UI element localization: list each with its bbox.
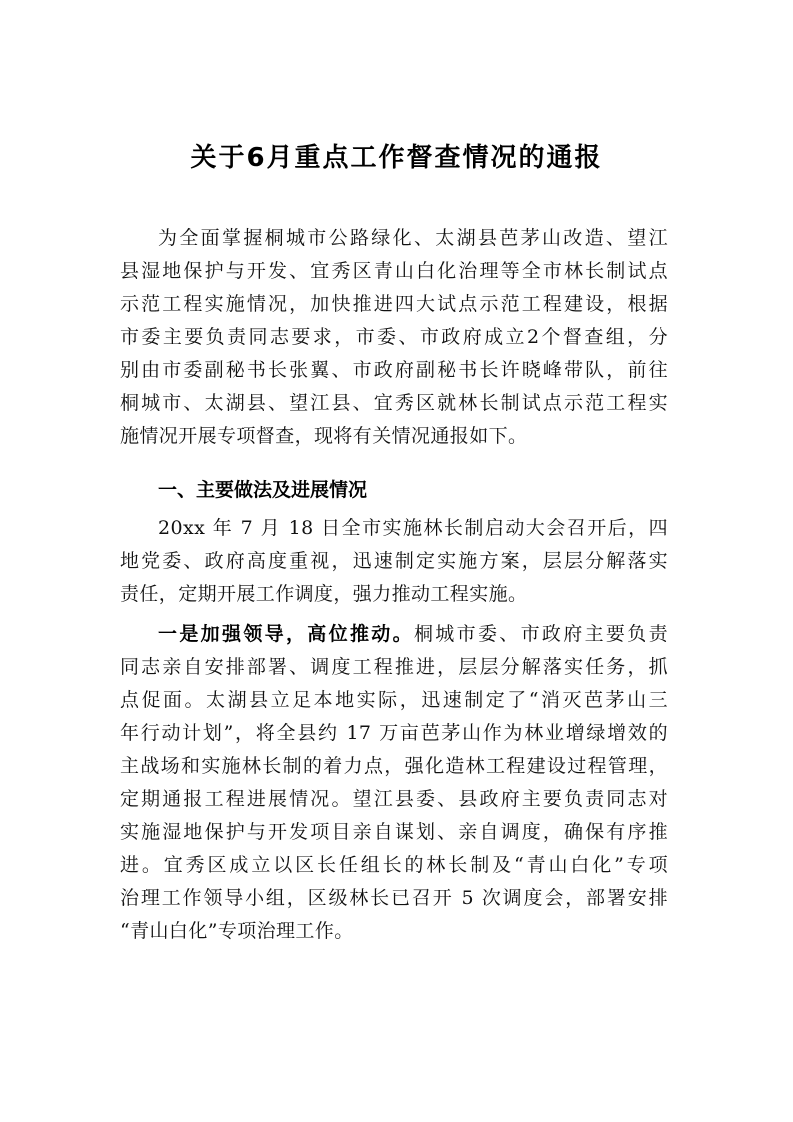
- document-title: 关于6月重点工作督查情况的通报: [190, 143, 603, 173]
- section-line: 20xx 年 7 月 18 日全市实施林长制启动大会召开后，四: [158, 517, 668, 539]
- section-heading: 一、主要做法及进展情况: [158, 479, 368, 501]
- intro-line: 县湿地保护与开发、宜秀区青山白化治理等全市林长制试点: [120, 260, 668, 282]
- point-line: 主战场和实施林长制的着力点，强化造林工程建设过程管理，: [120, 755, 668, 777]
- point-lead-bold: 一是加强领导，高位推动。: [158, 623, 414, 645]
- intro-line: 别由市委副秘书长张翼、市政府副秘书长许晓峰带队，前往: [120, 359, 668, 381]
- point-line: 点促面。太湖县立足本地实际，迅速制定了“消灭芭茅山三: [120, 689, 668, 711]
- point-first-line: [158, 618, 668, 651]
- point-line: 治理工作领导小组，区级林长已召开 5 次调度会，部署安排: [120, 887, 668, 909]
- section-line: 责任，定期开展工作调度，强力推动工程实施。: [120, 583, 528, 605]
- point-line: 实施湿地保护与开发项目亲自谋划、亲自调度，确保有序推: [120, 821, 668, 843]
- point-lead-rest: 桐城市委、市政府主要负责: [413, 623, 668, 645]
- point-line: 进。宜秀区成立以区长任组长的林长制及“青山白化”专项: [120, 854, 668, 876]
- intro-line: 为全面掌握桐城市公路绿化、太湖县芭茅山改造、望江: [158, 227, 668, 249]
- intro-line: 桐城市、太湖县、望江县、宜秀区就林长制试点示范工程实: [120, 392, 668, 414]
- point-line: 定期通报工程进展情况。望江县委、县政府主要负责同志对: [120, 788, 668, 810]
- point-line: 年行动计划”，将全县约 17 万亩芭茅山作为林业增绿增效的: [120, 722, 668, 744]
- point-line: “青山白化”专项治理工作。: [120, 920, 354, 942]
- section-line: 地党委、政府高度重视，迅速制定实施方案，层层分解落实: [120, 550, 668, 572]
- intro-line: 市委主要负责同志要求，市委、市政府成立2个督查组，分: [120, 326, 668, 348]
- intro-line: 施情况开展专项督查，现将有关情况通报如下。: [120, 425, 528, 447]
- point-line: 同志亲自安排部署、调度工程推进，层层分解落实任务，抓: [120, 656, 668, 678]
- intro-line: 示范工程实施情况，加快推进四大试点示范工程建设，根据: [120, 293, 668, 315]
